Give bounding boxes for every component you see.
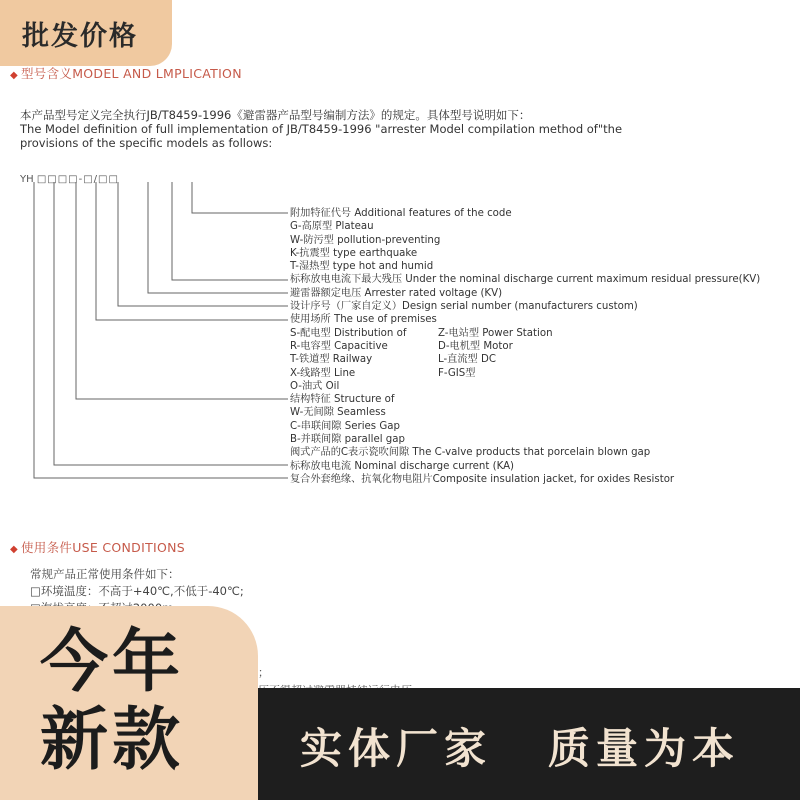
model-code-prefix: YH <box>20 174 34 185</box>
intro-line-2: The Model definition of full implementation of JB/T8459-1996 "arrester Model compilation method of"the <box>20 122 623 136</box>
promo-right-b: 质量为本 <box>548 724 741 773</box>
model-item: X-线路型 Line F-GIS型 <box>290 367 476 379</box>
diamond-icon: ◆ <box>10 544 18 555</box>
line-additional <box>192 182 288 213</box>
line-composite <box>34 182 288 478</box>
intro-line-3: provisions of the specific models as follows: <box>20 136 273 150</box>
model-item: 标称放电电流下最大残压 Under the nominal discharge current maximum residual pressure(KV) <box>290 274 761 286</box>
line-design-serial <box>118 182 288 306</box>
section-title-use-text: 使用条件USE CONDITIONS <box>21 540 186 555</box>
line-discharge <box>54 182 288 465</box>
line-rated-voltage <box>148 182 288 293</box>
model-item: 标称放电电流 Nominal discharge current (KA) <box>290 460 515 472</box>
promo-new-style <box>0 606 258 800</box>
model-item: 结构特征 Structure of <box>290 394 395 406</box>
model-item: 阀式产品的C表示瓷吹间隙 The C-valve products that porcelain blown gap <box>290 447 651 459</box>
promo-right-a: 实体厂家 <box>300 724 493 773</box>
model-item: C-串联间隙 Series Gap <box>290 420 400 432</box>
line-structure <box>76 182 288 399</box>
model-item: 复合外套绝缘、抗氧化物电阻片Composite insulation jacket, for oxides Resistor <box>290 473 675 485</box>
model-item: O-油式 Oil <box>290 380 340 392</box>
intro-line-1: 本产品型号定义完全执行JB/T8459-1996《避雷器产品型号编制方法》的规定。具体型号说明如下： <box>20 108 531 122</box>
diamond-icon: ◆ <box>10 70 18 81</box>
model-code-boxes: □□□□-□/□□ <box>36 174 119 185</box>
line-residual <box>172 182 288 280</box>
section-title-use <box>10 538 185 556</box>
model-item: T-湿热型 type hot and humid <box>290 261 434 273</box>
model-item: B-并联间隙 parallel gap <box>290 434 405 446</box>
model-item: T-铁道型 Railway L-直流型 DC <box>290 354 496 366</box>
promo-left-line-2: 新款 <box>40 701 185 780</box>
model-item: W-无间隙 Seamless <box>290 407 386 419</box>
promo-banner <box>258 688 800 800</box>
model-items <box>290 207 760 486</box>
model-item: 附加特征代号 Additional features of the code <box>290 208 512 219</box>
use-line-2: □环境温度：不高于+40℃,不低于-40℃; <box>30 584 244 598</box>
model-item: S-配电型 Distribution of Z-电站型 Power Station <box>290 327 553 339</box>
model-item: R-电容型 Capacitive D-电机型 Motor <box>290 340 513 352</box>
model-item: K-抗震型 type earthquake <box>290 247 418 259</box>
model-item: 避雷器额定电压 Arrester rated voltage (KV) <box>290 287 503 299</box>
model-item: G-高原型 Plateau <box>290 221 374 233</box>
use-line-1: 常规产品正常使用条件如下： <box>30 567 180 581</box>
model-item: 设计序号（厂家自定义）Design serial number (manufacturers custom) <box>290 301 638 313</box>
partial-line-a: ； <box>258 666 269 679</box>
model-item: W-防污型 pollution-preventing <box>290 234 441 246</box>
model-item: 使用场所 The use of premises <box>290 314 437 326</box>
promo-left-line-1: 今年 <box>40 623 185 702</box>
section-title-model-text: 型号含义MODEL AND LMPLICATION <box>21 66 242 81</box>
price-tag: 批发价格 <box>0 0 172 66</box>
